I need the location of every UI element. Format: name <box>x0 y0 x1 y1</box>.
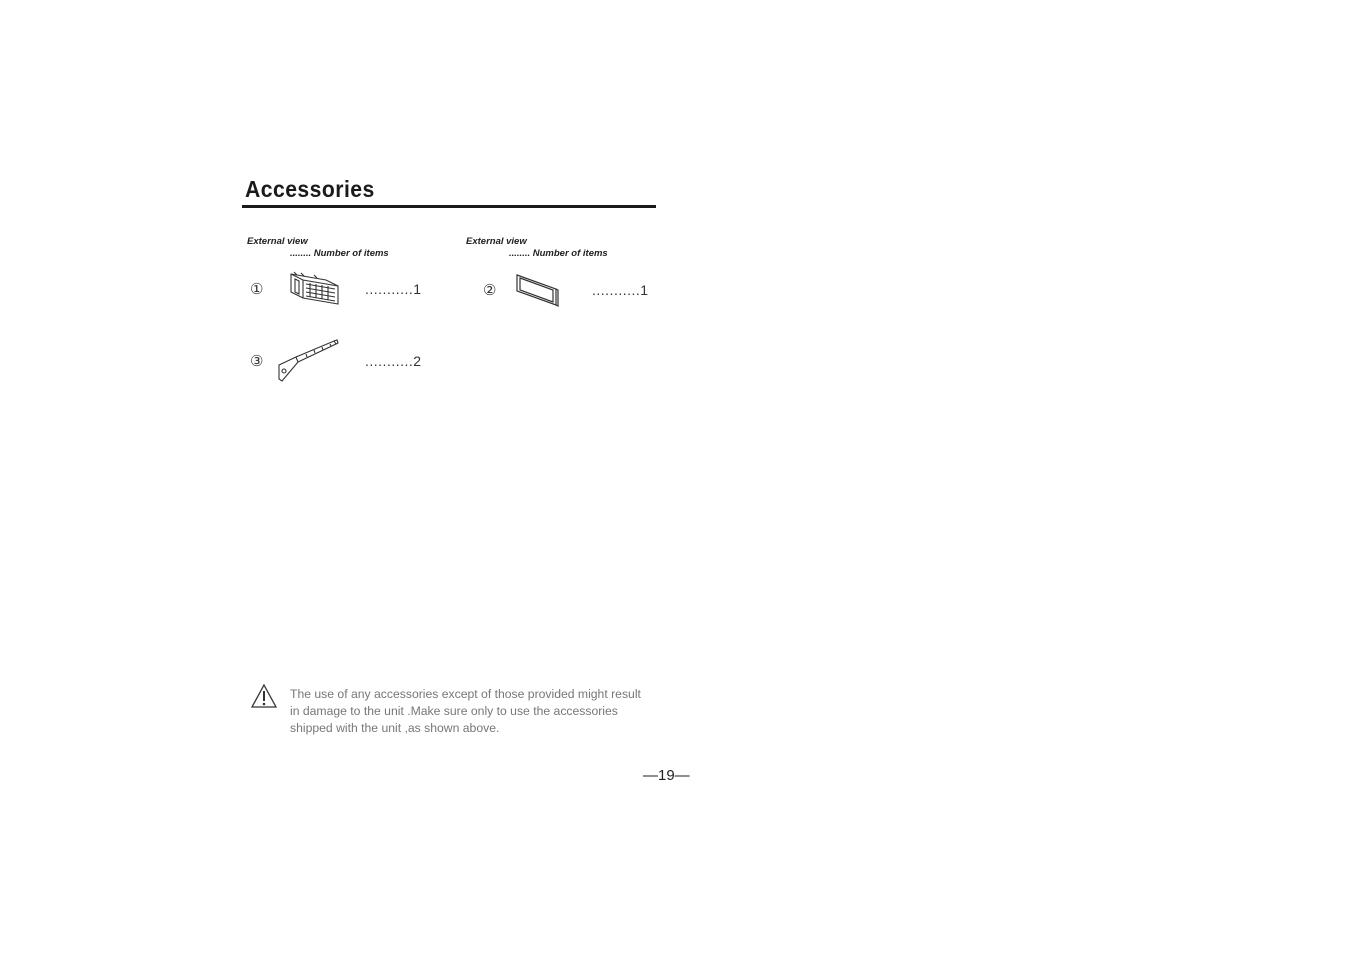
item-1-quantity: ...........1 <box>365 281 422 297</box>
trim-frame-icon <box>514 272 560 308</box>
release-key-icon <box>276 338 340 384</box>
warning-triangle-icon <box>250 683 278 709</box>
item-2-marker: ② <box>483 282 497 299</box>
mounting-sleeve-icon <box>286 270 342 310</box>
page-title: Accessories <box>245 176 375 202</box>
item-3-marker: ③ <box>250 353 264 370</box>
item-1-marker: ① <box>250 281 264 298</box>
item-2-quantity: ...........1 <box>592 282 649 298</box>
page-number: —19— <box>643 767 690 784</box>
column-2-external-view-label: External view <box>466 236 527 247</box>
column-1-external-view-label: External view <box>247 236 308 247</box>
column-1-number-of-items-label: ........ Number of items <box>290 248 389 259</box>
item-3-quantity: ...........2 <box>365 353 422 369</box>
title-underline <box>242 205 656 208</box>
column-2-number-of-items-label: ........ Number of items <box>509 248 608 259</box>
warning-text: The use of any accessories except of those provided might result in damage to the unit .Make sure only to use the accessories shipped with the unit ,as shown above. <box>290 687 641 735</box>
